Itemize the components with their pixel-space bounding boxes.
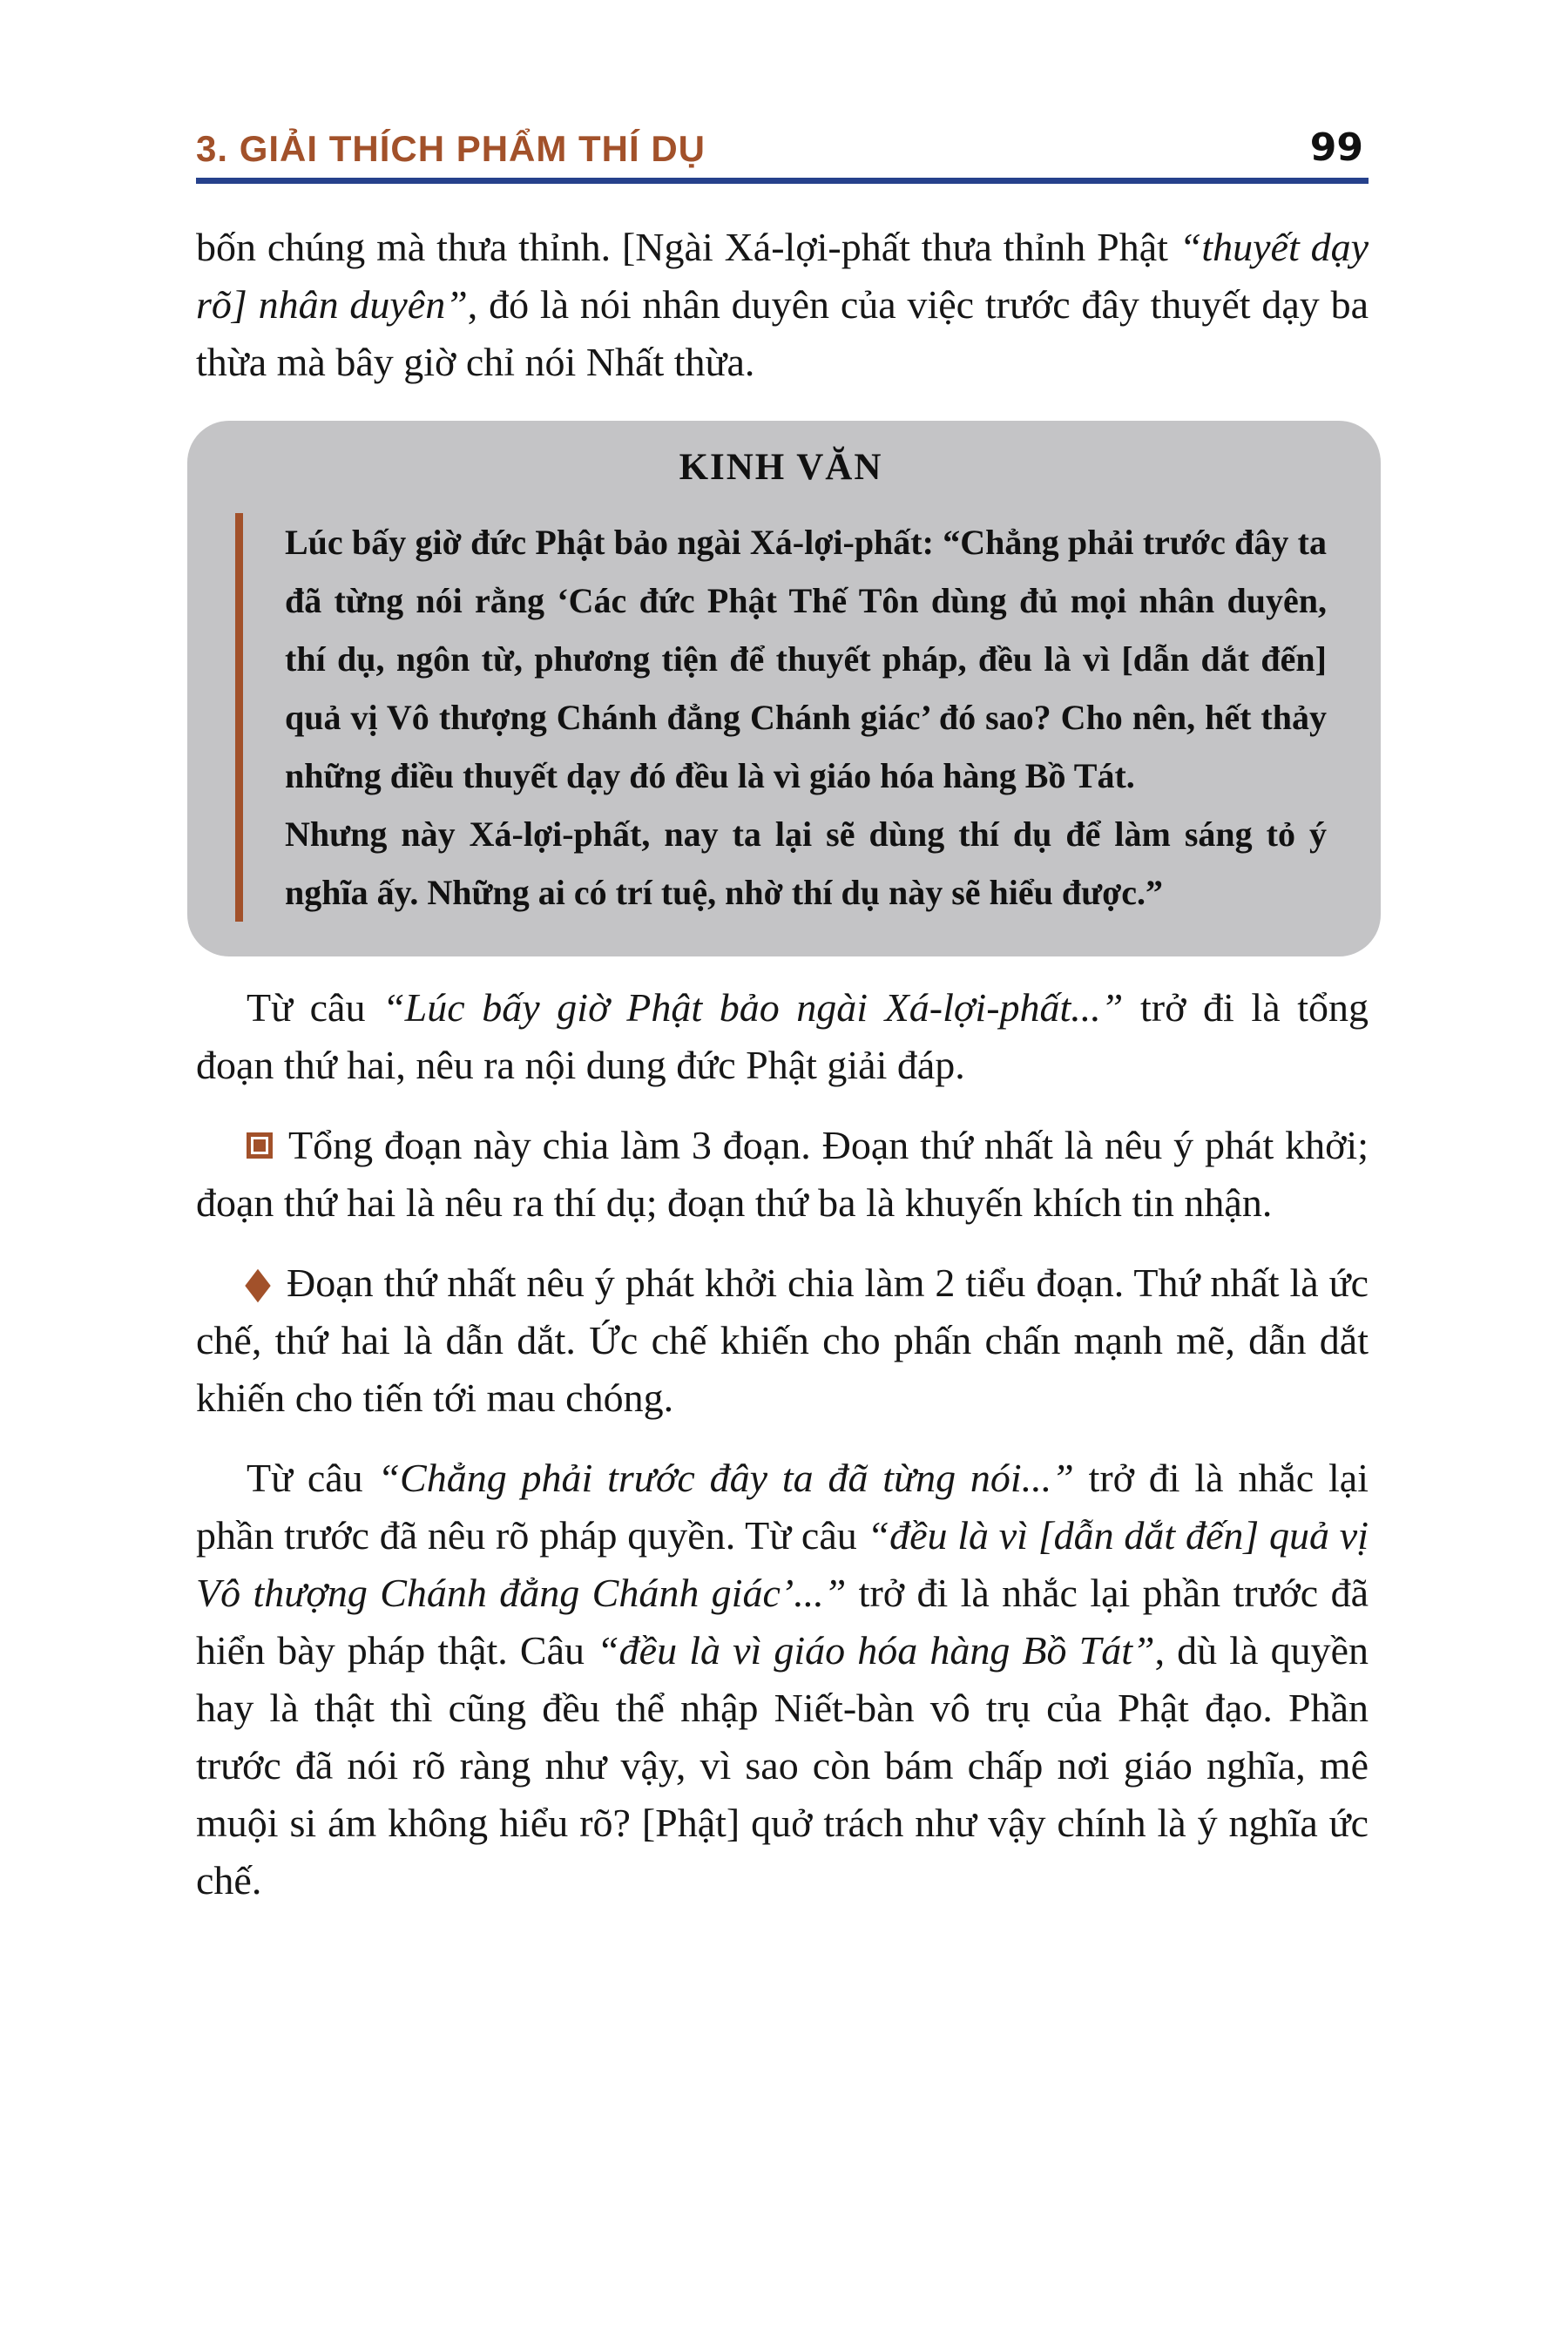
paragraph-text: Từ câu “Lúc bấy giờ Phật bảo ngài Xá-lợi-phất...” trở đi là tổng đoạn thứ hai, nêu ra nội dung đức Phật giải đáp. — [196, 985, 1369, 1087]
header-rule — [196, 178, 1369, 184]
body-paragraph-intro: bốn chúng mà thưa thỉnh. [Ngài Xá-lợi-phất thưa thỉnh Phật “thuyết dạy rõ] nhân duyên”, đó là nói nhân duyên của việc trước đây thuyết dạy ba thừa mà bây giờ chỉ nói Nhất thừa. — [196, 225, 1369, 384]
body-paragraph — [196, 1450, 1369, 1909]
sutra-quote-paragraph: Lúc bấy giờ đức Phật bảo ngài Xá-lợi-phất: “Chẳng phải trước đây ta đã từng nói rằng ‘Các đức Phật Thế Tôn dùng đủ mọi nhân duyên, thí dụ, ngôn từ, phương tiện để thuyết pháp, đều là vì [dẫn dắt đến] quả vị Vô thượng Chánh đẳng Chánh giác’ đó sao? Cho nên, hết thảy những điều thuyết dạy đó đều là vì giáo hóa hàng Bồ Tát. — [285, 523, 1327, 795]
page-header — [196, 127, 1369, 169]
kinh-van-title: KINH VĂN — [679, 447, 883, 488]
paragraph-text: Từ câu “Chẳng phải trước đây ta đã từng nói...” trở đi là nhắc lại phần trước đã nêu rõ pháp quyền. Từ câu “đều là vì [dẫn dắt đến] quả vị Vô thượng Chánh đẳng Chánh giác’...” trở đi là nhắc lại phần trước đã hiển bày pháp thật. Câu “đều là vì giáo hóa hàng Bồ Tát”, dù là quyền hay là thật thì cũng đều thể nhập Niết-bàn vô trụ của Phật đạo. Phần trước đã nói rõ ràng như vậy, vì sao còn bám chấp nơi giáo nghĩa, mê muội si ám không hiểu rõ? [Phật] quở trách như vậy chính là ý nghĩa ức chế. — [196, 1456, 1369, 1903]
body-paragraph — [196, 979, 1369, 1094]
sutra-quote — [235, 513, 1327, 922]
square-bullet-icon — [247, 1132, 273, 1159]
page-content — [196, 127, 1369, 1909]
body-paragraph — [196, 1254, 1369, 1427]
page-number: 99 — [1309, 125, 1363, 170]
sutra-quote-paragraph: Nhưng này Xá-lợi-phất, nay ta lại sẽ dùng thí dụ để làm sáng tỏ ý nghĩa ấy. Những ai có trí tuệ, nhờ thí dụ này sẽ hiểu được.” — [285, 814, 1327, 912]
paragraph-text: Tổng đoạn này chia làm 3 đoạn. Đoạn thứ nhất là nêu ý phát khởi; đoạn thứ hai là nêu ra thí dụ; đoạn thứ ba là khuyến khích tin nhận. — [196, 1123, 1369, 1225]
diamond-bullet-icon — [245, 1269, 270, 1303]
kinh-van-box — [187, 421, 1381, 956]
paragraph-text: Đoạn thứ nhất nêu ý phát khởi chia làm 2 tiểu đoạn. Thứ nhất là ức chế, thứ hai là dẫn dắt. Ức chế khiến cho phấn chấn mạnh mẽ, dẫn dắt khiến cho tiến tới mau chóng. — [196, 1260, 1369, 1420]
body-paragraph — [196, 1117, 1369, 1232]
chapter-header: 3. GIẢI THÍCH PHẨM THÍ DỤ — [196, 128, 706, 169]
